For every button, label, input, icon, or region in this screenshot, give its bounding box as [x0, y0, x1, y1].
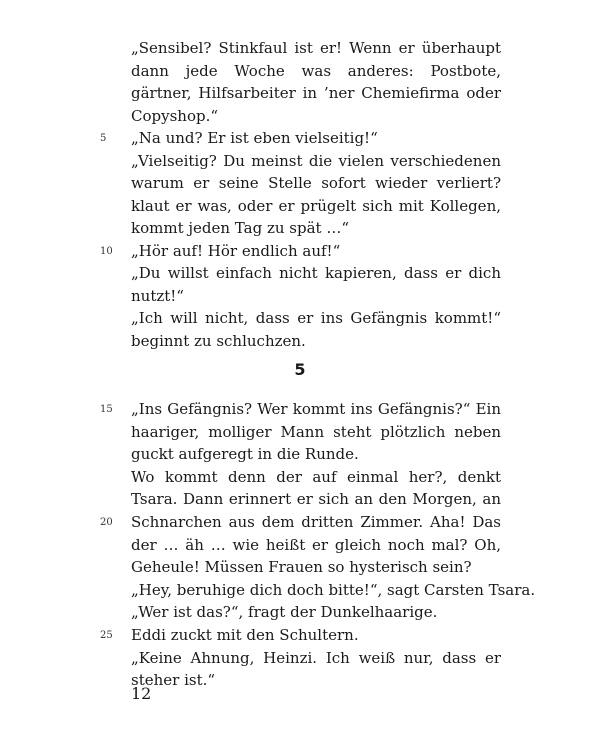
text-line: „Keine Ahnung, Heinzi. Ich weiß nur, dass er [131, 648, 501, 667]
text-line: dann jede Woche was anderes: Postbote, [131, 61, 501, 80]
chapter-heading: 5 [294, 360, 306, 379]
text-line: klaut er was, oder er prügelt sich mit Kollegen, [131, 196, 501, 215]
text-line: beginnt zu schluchzen. [131, 331, 306, 350]
text-line: guckt aufgeregt in die Runde. [131, 445, 359, 464]
text-line: Schnarchen aus dem dritten Zimmer. Aha! Das [131, 513, 501, 531]
line-number: 15 [100, 404, 113, 415]
line-number: 25 [100, 630, 113, 641]
text-line: Wo kommt denn der auf einmal her?, denkt [131, 467, 501, 486]
text-line: nutzt!“ [131, 286, 184, 305]
text-line: gärtner, Hilfsarbeiter in ’ner Chemiefirma oder [131, 84, 501, 102]
text-line: kommt jeden Tag zu spät …“ [131, 219, 349, 237]
line-number: 10 [100, 245, 113, 257]
text-line: „Ins Gefängnis? Wer kommt ins Gefängnis?“ Ein [131, 400, 501, 418]
text-line: „Vielseitig? Du meinst die vielen verschiedenen [131, 151, 501, 170]
text-line: „Wer ist das?“, fragt der Dunkelhaarige. [131, 603, 438, 622]
text-line: Eddi zuckt mit den Schultern. [131, 626, 359, 644]
text-line: warum er seine Stelle sofort wieder verliert? [131, 174, 501, 192]
text-line: Tsara. Dann erinnert er sich an den Morgen, an [131, 490, 501, 509]
text-line: Copyshop.“ [131, 106, 219, 125]
line-number: 5 [100, 133, 107, 144]
text-line: „Ich will nicht, dass er ins Gefängnis kommt!“ [131, 309, 501, 327]
text-line: „Na und? Er ist eben vielseitig!“ [131, 129, 378, 147]
text-line: „Hey, beruhige dich doch bitte!“, sagt Carsten Tsara. [131, 580, 536, 599]
text-line: steher ist.“ [131, 671, 216, 690]
text-line: Geheule! Müssen Frauen so hysterisch sein? [131, 558, 472, 577]
line-number: 20 [100, 517, 113, 528]
text-line: „Du willst einfach nicht kapieren, dass er dich [131, 264, 501, 282]
text-line: „Sensibel? Stinkfaul ist er! Wenn er überhaupt [131, 39, 501, 57]
text-line: „Hör auf! Hör endlich auf!“ [131, 241, 341, 260]
text-line: der … äh … wie heißt er gleich noch mal? Oh, [131, 535, 501, 554]
text-line: haariger, molliger Mann steht plötzlich neben [131, 422, 501, 441]
page-number: 12 [131, 684, 152, 703]
